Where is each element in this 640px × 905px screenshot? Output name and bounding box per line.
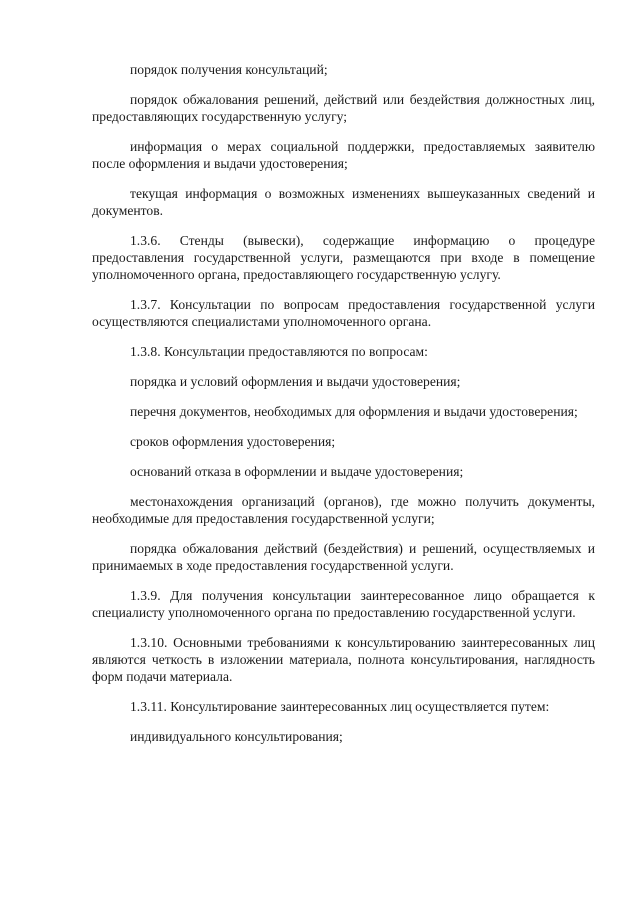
paragraph: порядок получения консультаций; [130,62,328,77]
paragraph: 1.3.9. Для получения консультации заинтересованное лицо обращается к специалисту уполномоченного органа по предоставлению государственной услуги. [92,588,595,620]
paragraph: порядка и условий оформления и выдачи удостоверения; [130,374,461,389]
paragraph: 1.3.6. Стенды (вывески), содержащие информацию о процедуре предоставления государственной услуги, размещаются при входе в помещение уполномоченного органа, предоставляющего государственную услугу. [92,233,595,282]
paragraph: индивидуального консультирования; [130,729,343,744]
paragraph: 1.3.7. Консультации по вопросам предоставления государственной услуги осуществляются специалистами уполномоченного органа. [92,297,595,329]
paragraph: 1.3.11. Консультирование заинтересованных лиц осуществляется путем: [130,699,550,714]
paragraph: текущая информация о возможных изменениях вышеуказанных сведений и документов. [92,186,595,218]
paragraph: местонахождения организаций (органов), где можно получить документы, необходимые для предоставления государственной услуги; [92,494,595,526]
paragraph: порядка обжалования действий (бездействия) и решений, осуществляемых и принимаемых в ходе предоставления государственной услуги. [92,541,595,573]
paragraph: информация о мерах социальной поддержки, предоставляемых заявителю после оформления и выдачи удостоверения; [92,139,595,171]
document-body [92,61,595,758]
paragraph: порядок обжалования решений, действий или бездействия должностных лиц, предоставляющих государственную услугу; [92,92,595,124]
paragraph: 1.3.10. Основными требованиями к консультированию заинтересованных лиц являются четкость в изложении материала, полнота консультирования, наглядность форм подачи материала. [92,635,595,684]
paragraph: сроков оформления удостоверения; [130,434,336,449]
paragraph: оснований отказа в оформлении и выдаче удостоверения; [130,464,464,479]
paragraph: 1.3.8. Консультации предоставляются по вопросам: [130,344,428,359]
paragraph: перечня документов, необходимых для оформления и выдачи удостоверения; [130,404,578,419]
